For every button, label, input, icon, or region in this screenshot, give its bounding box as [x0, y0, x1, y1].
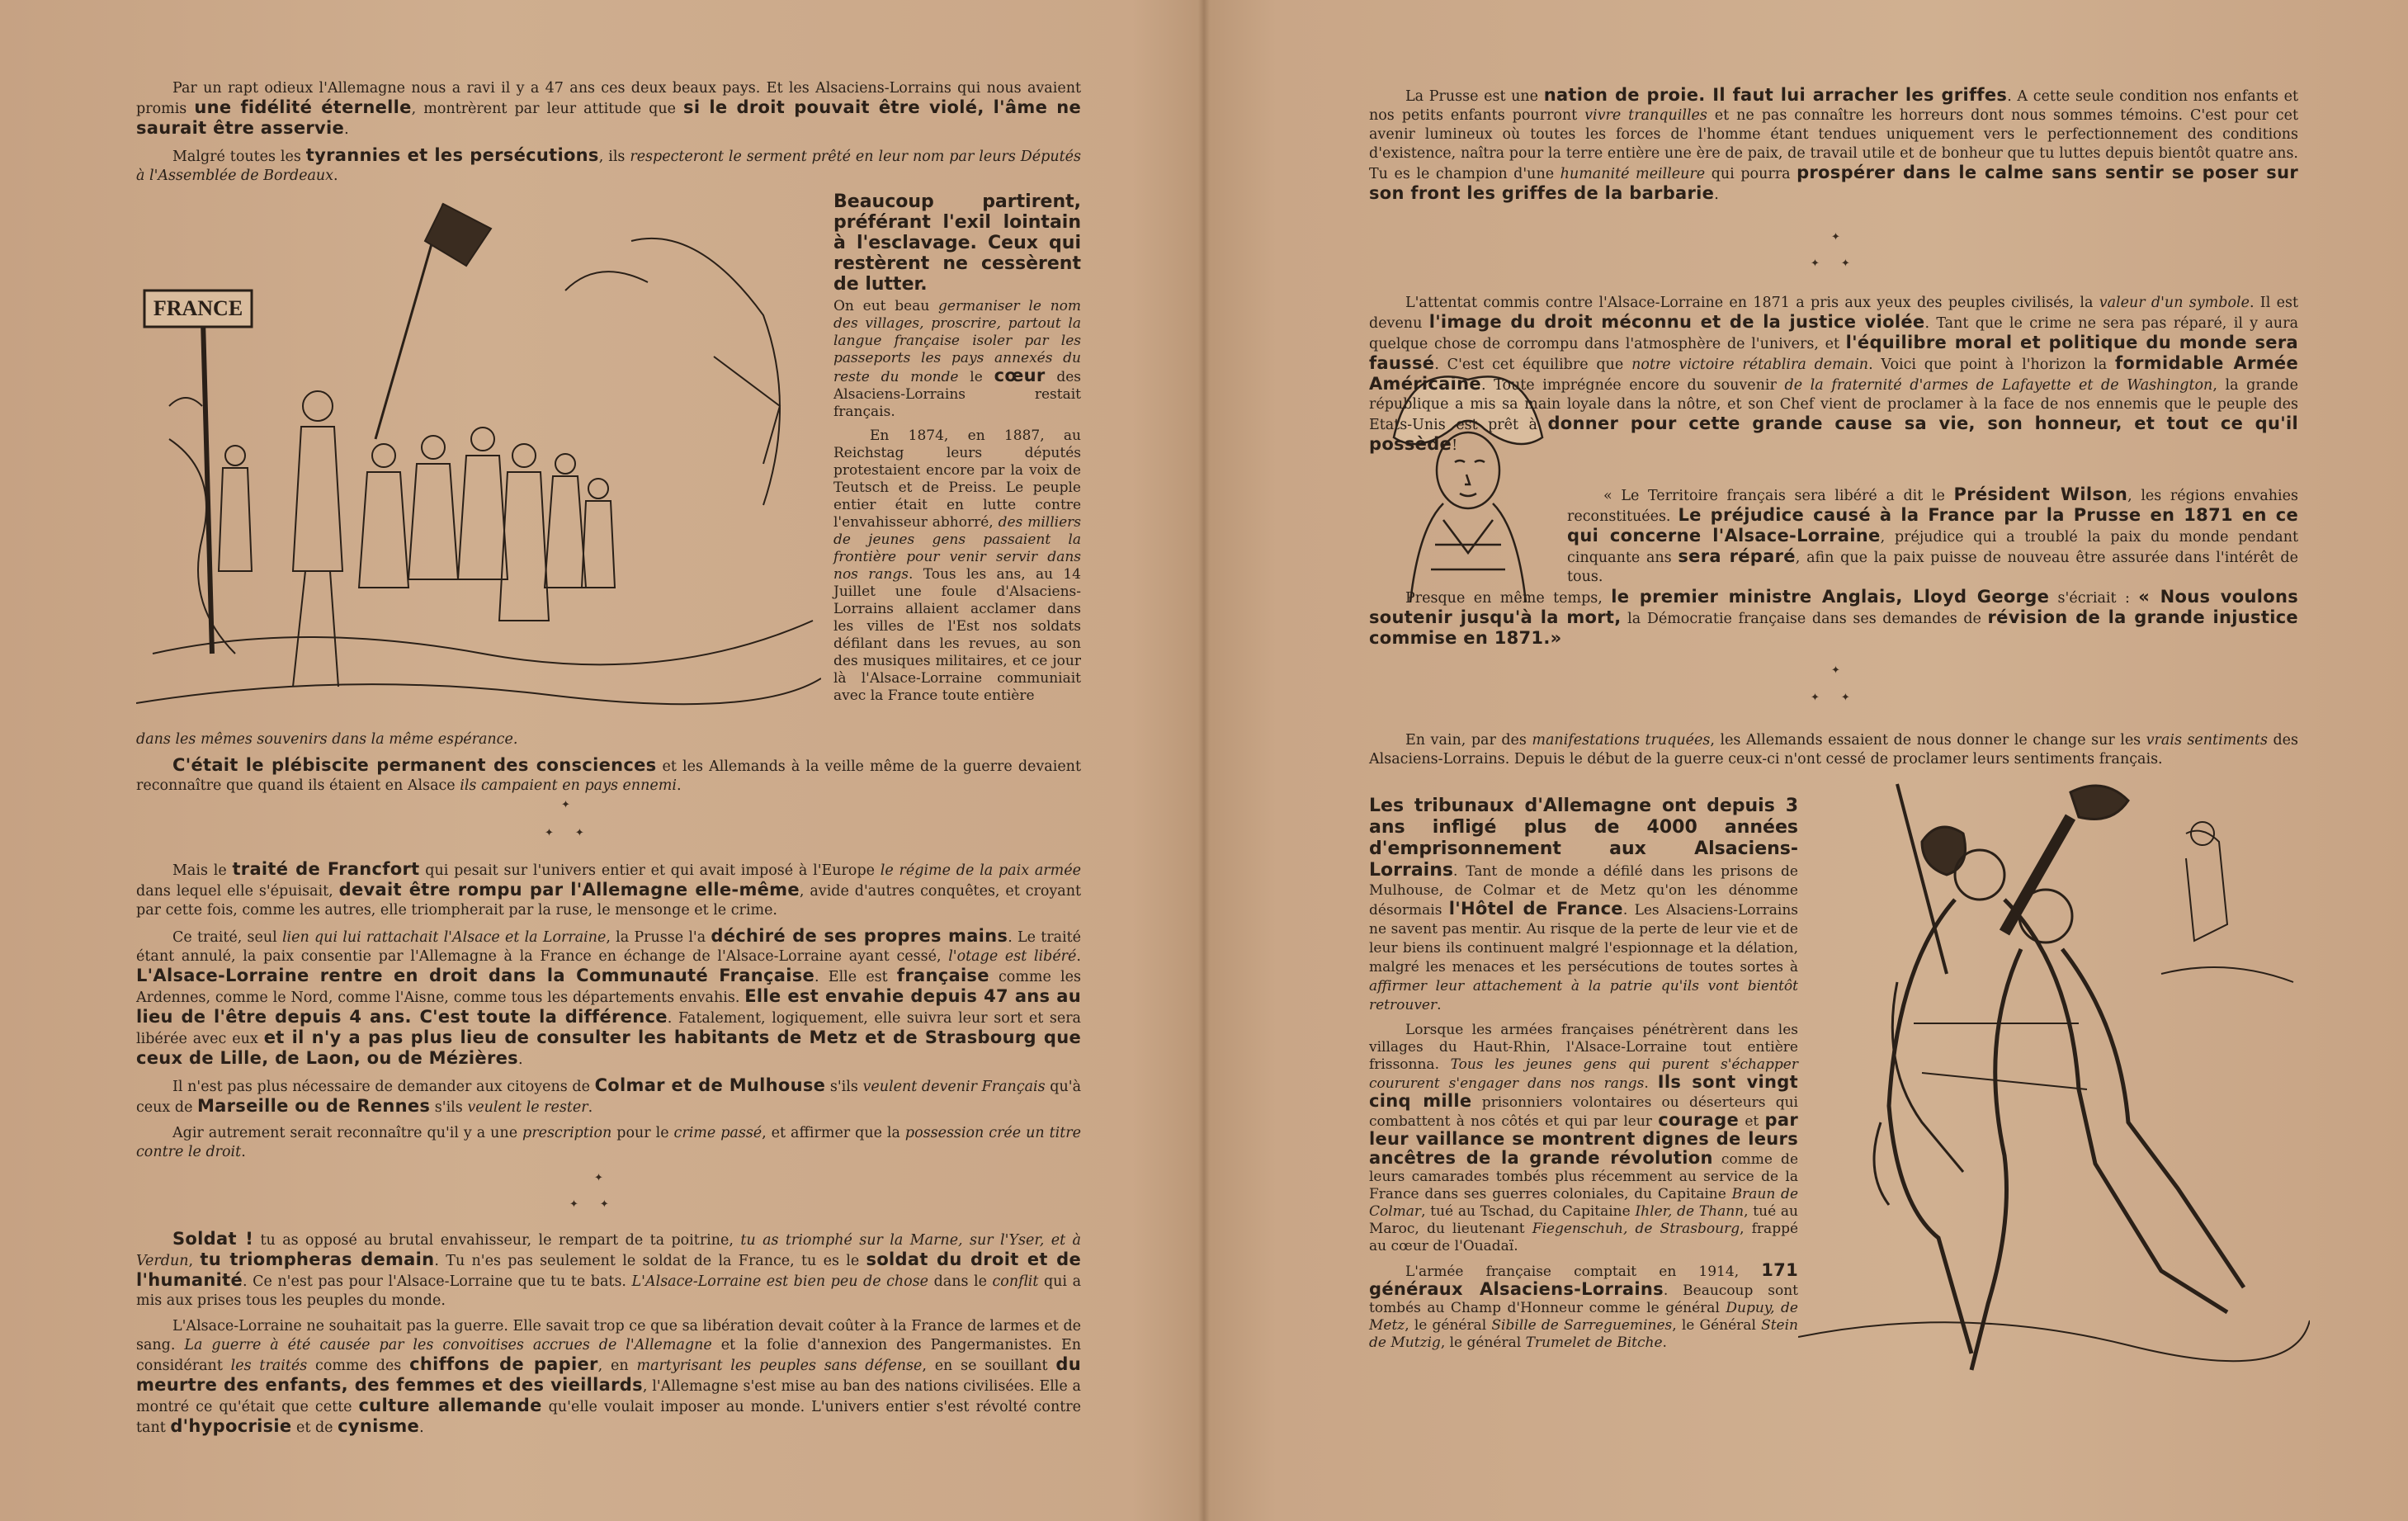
left-column-heading: Beaucoup partirent, préférant l'exil lointain à l'esclavage. Ceux qui restèrent ne cessèrent de lutter.	[833, 191, 1081, 295]
left-paragraph-8: Soldat ! tu as opposé au brutal envahisseur, le rempart de ta poitrine, tu as triomphé sur la Marne, sur l'Yser, et à Verdun, tu triompheras demain. Tu n'es pas seulement le soldat de la France, tu es le soldat du droit et de l'humanité. Ce n'est pas pour l'Alsace-Lorraine que tu te bats. L'Alsace-Lorraine est bien peu de chose dans le conflit qui a mis aux prises tous les peuples du monde.	[136, 1229, 1081, 1309]
right-lloyd-george	[1369, 588, 2298, 656]
right-column-heading: Les tribunaux d'Allemagne ont depuis 3 ans infligé plus de 4000 années d'emprisonnement aux Alsaciens-Lorrains	[1369, 796, 1798, 881]
left-column-tail: dans les mêmes souvenirs dans la même espérance.	[136, 731, 518, 748]
left-paragraph-1: Par un rapt odieux l'Allemagne nous a ravi il y a 47 ans ces deux beaux pays. Et les Alsaciens-Lorrains qui nous avaient promis une fidélité éternelle, montrèrent par leur attitude que si le droit pouvait être violé, l'âme ne saurait être asservie.	[136, 80, 1081, 138]
right-lower-intro	[1369, 731, 2298, 776]
right-middle	[1369, 294, 2298, 461]
left-ornament-1: ✦	[561, 799, 592, 811]
left-ornament-2: ✦✦	[545, 827, 606, 839]
right-ornament-1: ✦	[1831, 231, 1862, 243]
soldiers-celebrating-illustration	[1798, 776, 2310, 1386]
right-column-paragraph-1: . Tant de monde a défilé dans les prisons de Mulhouse, de Colmar et de Metz qu'on les dénomme désormais l'Hôtel de France. Les Alsaciens-Lorrains ne savent pas mentir. Au risque de la perte de leur vie et de leur biens ils continuent malgré l'espionnage et la délation, malgré les menaces et les persécutions de toutes sortes à affirmer leur attachement à la patrie qu'ils vont bientôt retrouver.	[1369, 863, 1798, 1013]
right-ornament-2: ✦✦	[1811, 257, 1872, 270]
left-column-paragraph-1: On eut beau germaniser le nom des villages, proscrire, partout la langue française isoler par les passeports les pays annexés du reste du monde le cœur des Alsaciens-Lorrains restait français.	[833, 298, 1081, 420]
france-sign-label: FRANCE	[153, 296, 243, 320]
left-paragraph-4: Mais le traité de Francfort qui pesait sur l'univers entier et qui avait imposé à l'Europe le régime de la paix armée dans lequel elle s'épuisait, devait être rompu par l'Allemagne elle-même, avide d'autres conquêtes, et croyant par cette fois, comme les autres, elle triompherait par la ruse, le mensonge et le crime.	[136, 859, 1082, 919]
right-ornament-3: ✦	[1831, 664, 1862, 677]
left-paragraph-3: C'était le plébiscite permanent des consciences et les Allemands à la veille même de la guerre devaient reconnaître que quand ils étaient en Alsace ils campaient en pays ennemi.	[136, 755, 1081, 794]
right-intro	[1369, 86, 2298, 211]
left-paragraph-2: Malgré toutes les tyrannies et les persécutions, ils respecteront le serment prêté en leur nom par leurs Députés à l'Assemblée de Bordeaux.	[136, 145, 1081, 184]
right-column-paragraph-3: L'armée française comptait en 1914, 171 généraux Alsaciens-Lorrains. Beaucoup sont tombés au Champ d'Honneur comme le général Dupuy, de Metz, le général Sibille de Sarreguemines, le Général Stein de Mutzig, le général Trumelet de Bitche.	[1369, 1260, 1799, 1351]
left-ornament-4: ✦✦	[569, 1198, 630, 1211]
right-paragraph-5: En vain, par des manifestations truquées, les Allemands essaient de nous donner le change sur les vrais sentiments des Alsaciens-Lorrains. Depuis le début de la guerre ceux-ci n'ont cessé de proclamer leurs sentiments français.	[1369, 732, 2298, 768]
left-lower	[136, 860, 1081, 1169]
left-column-paragraph-2: En 1874, en 1887, au Reichstag leurs députés protestaient encore par la voix de Teutsch et de Preiss. Le peuple entier était en lutte contre l'envahisseur abhorré, des milliers de jeunes gens passaient la frontière pour venir servir dans nos rangs. Tous les ans, au 14 Juillet une foule d'Alsaciens-Lorrains allaient acclamer dans les villes de l'Est nos soldats défilant dans les revues, au son des musiques militaires, et ce jour là l'Alsace-Lorraine communiait avec la France toute entière	[833, 427, 1081, 704]
right-quotes	[1567, 485, 2298, 593]
left-bottom	[136, 1230, 1081, 1444]
border-crossing-illustration	[136, 191, 821, 728]
right-ornament-4: ✦✦	[1811, 692, 1872, 704]
right-paragraph-4: Presque en même temps, le premier ministre Anglais, Lloyd George s'écriait : « Nous voulons soutenir jusqu'à la mort, la Démocratie française dans ses demandes de révision de la grande injustice commise en 1871.»	[1369, 587, 2298, 648]
right-page	[1204, 0, 2408, 1521]
left-middle	[136, 730, 1081, 802]
right-column-paragraph-2: Lorsque les armées françaises pénétrèrent dans les villages du Haut-Rhin, l'Alsace-Lorraine tout entière frissonna. Tous les jeunes gens qui purent s'échapper coururent s'engager dans nos rangs. Ils sont vingt cinq mille prisonniers volontaires ou déserteurs qui combattent à nos côtés et qui par leur courage et par leur vaillance se montrent dignes de leurs ancêtres de la grande révolution comme de leurs camarades tombés plus récemment au service de la France dans ses guerres coloniales, du Capitaine Braun de Colmar, tué au Tschad, du Capitaine Ihler, de Thann, tué au Maroc, du lieutenant Fiegenschuh, de Strasbourg, frappé au cœur de l'Ouadaï.	[1369, 1022, 1799, 1254]
left-paragraph-5: Ce traité, seul lien qui lui rattachait l'Alsace et la Lorraine, la Prusse l'a déchiré de ses propres mains. Le traité étant annulé, la paix consentie par l'Allemagne à la France en échange de l'Alsace-Lorraine ayant cessé, l'otage est libéré. L'Alsace-Lorraine rentre en droit dans la Communauté Française. Elle est française comme les Ardennes, comme le Nord, comme l'Aisne, comme tous les départements envahis. Elle est envahie depuis 47 ans au lieu de l'être depuis 4 ans. C'est toute la différence. Fatalement, logiquement, elle suivra leur sort et sera libérée avec eux et il n'y a pas plus lieu de consulter les habitants de Metz et de Strasbourg que ceux de Lille, de Laon, ou de Mézières.	[136, 926, 1082, 1068]
right-paragraph-2: L'attentat commis contre l'Alsace-Lorraine en 1871 a pris aux yeux des peuples civilisés, la valeur d'un symbole. Il est devenu l'image du droit méconnu et de la justice violée. Tant que le crime ne sera pas réparé, il y aura quelque chose de corrompu dans l'atmosphère de l'univers, et l'équilibre moral et politique du monde sera faussé. C'est cet équilibre que notre victoire rétablira demain. Voici que point à l'horizon la formidable Armée Américaine. Toute imprégnée encore du souvenir de la fraternité d'armes de Lafayette et de Washington, la grande république a mis sa main loyale dans la nôtre, et son Chef vient de proclamer à la face de nos ennemis que le peuple des Etats-Unis est prêt à donner pour cette grande cause sa vie, son honneur, et tout ce qu'il possède!	[1369, 295, 2299, 454]
left-paragraph-6: Il n'est pas plus nécessaire de demander aux citoyens de Colmar et de Mulhouse s'ils veulent devenir Français qu'à ceux de Marseille ou de Rennes s'ils veulent le rester.	[136, 1075, 1082, 1116]
left-paragraph-9: L'Alsace-Lorraine ne souhaitait pas la guerre. Elle savait trop ce que sa libération devait coûter à la France de larmes et de sang. La guerre à été causée par les convoitises accrues de l'Allemagne et la folie d'annexion des Pangermanistes. En considérant les traités comme des chiffons de papier, en martyrisant les peuples sans défense, en se souillant du meurtre des enfants, des femmes et des vieillards, l'Allemagne s'est mise au ban des nations civilisées. Elle a montré ce qu'était que cette culture allemande qu'elle voulait imposer au monde. L'univers entier s'est révolté contre tant d'hypocrisie et de cynisme.	[136, 1318, 1081, 1436]
left-ornament-3: ✦	[594, 1172, 625, 1184]
right-paragraph-3: « Le Territoire français sera libéré a dit le Président Wilson, les régions envahies reconstituées. Le préjudice causé à la France par la Prusse en 1871 en ce qui concerne l'Alsace-Lorraine, préjudice qui a troublé la paix du monde pendant cinquante ans sera réparé, afin que la paix puisse de nouveau être assurée dans l'intérêt de tous.	[1567, 484, 2298, 585]
right-side-column	[1369, 796, 1798, 1358]
left-side-column	[833, 191, 1081, 711]
right-paragraph-1: La Prusse est une nation de proie. Il faut lui arracher les griffes. A cette seule condition nos enfants et nos petits enfants pourront vivre tranquilles et ne pas connaître les horreurs dont nous sommes témoins. C'est pour cet avenir lumineux où toutes les forces de l'homme étant tendues uniquement vers le perfectionnement des conditions d'existence, naîtra pour la terre entière une ère de paix, de travail utile et de bonheur que tu luttes depuis bientôt quatre ans. Tu es le champion d'une humanité meilleure qui pourra prospérer dans le calme sans sentir se poser sur son front les griffes de la barbarie.	[1369, 85, 2299, 203]
left-intro	[136, 79, 1081, 192]
left-paragraph-7: Agir autrement serait reconnaître qu'il y a une prescription pour le crime passé, et affirmer que la possession crée un titre contre le droit.	[136, 1125, 1081, 1160]
